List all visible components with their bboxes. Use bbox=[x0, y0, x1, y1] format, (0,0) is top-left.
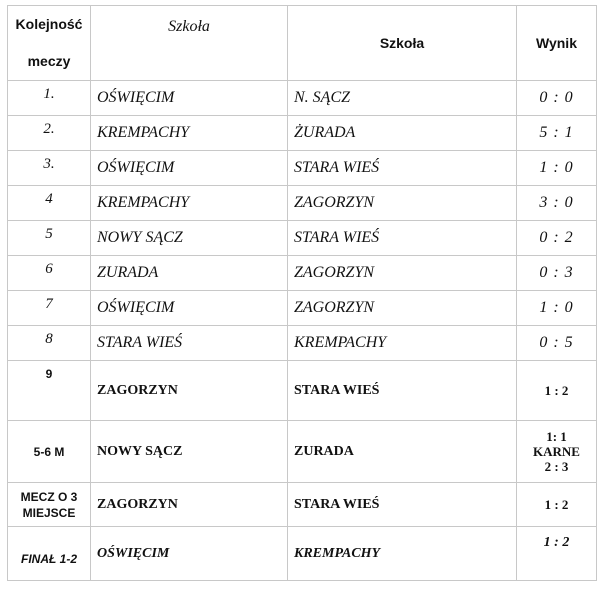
team-2: STARA WIEŚ bbox=[288, 221, 517, 256]
team-1: NOWY SĄCZ bbox=[91, 221, 288, 256]
match-result bbox=[517, 421, 597, 483]
table-row bbox=[8, 291, 597, 326]
match-number: FINAŁ 1-2 bbox=[8, 527, 91, 581]
header-school-2: Szkoła bbox=[288, 6, 517, 81]
match-result: 1 : 2 bbox=[517, 527, 597, 581]
match-number: 6 bbox=[8, 256, 91, 291]
match-number bbox=[8, 483, 91, 527]
table-row-final bbox=[8, 527, 597, 581]
team-1: ZAGORZYN bbox=[91, 361, 288, 421]
header-result: Wynik bbox=[517, 6, 597, 81]
match-number: 9 bbox=[8, 361, 91, 421]
team-1: OŚWIĘCIM bbox=[91, 151, 288, 186]
team-1: NOWY SĄCZ bbox=[91, 421, 288, 483]
team-2: STARA WIEŚ bbox=[288, 151, 517, 186]
header-row bbox=[8, 6, 597, 81]
team-1: KREMPACHY bbox=[91, 186, 288, 221]
table-row bbox=[8, 186, 597, 221]
table-row bbox=[8, 221, 597, 256]
match-number-line2: MIEJSCE bbox=[22, 505, 76, 520]
table-row-5-6-place bbox=[8, 421, 597, 483]
team-1: OŚWIĘCIM bbox=[91, 81, 288, 116]
match-number: 3. bbox=[8, 151, 91, 186]
team-2: ZAGORZYN bbox=[288, 256, 517, 291]
match-result: 0 : 2 bbox=[517, 221, 597, 256]
team-1: KREMPACHY bbox=[91, 116, 288, 151]
team-2: STARA WIEŚ bbox=[288, 483, 517, 527]
result-penalties-score: 2 : 3 bbox=[544, 459, 569, 474]
match-result: 0 : 3 bbox=[517, 256, 597, 291]
match-result: 1 : 0 bbox=[517, 151, 597, 186]
team-1: ZAGORZYN bbox=[91, 483, 288, 527]
header-match-order-line1: Kolejność bbox=[15, 16, 83, 32]
match-result: 0 : 0 bbox=[517, 81, 597, 116]
team-1: OŚWIĘCIM bbox=[91, 527, 288, 581]
match-result: 1 : 0 bbox=[517, 291, 597, 326]
match-number: 2. bbox=[8, 116, 91, 151]
match-number: 5-6 M bbox=[8, 421, 91, 483]
result-penalties-label: KARNE bbox=[533, 444, 580, 459]
match-number: 5 bbox=[8, 221, 91, 256]
table-row-3rd-place bbox=[8, 483, 597, 527]
match-number: 1. bbox=[8, 81, 91, 116]
team-2: ZAGORZYN bbox=[288, 291, 517, 326]
match-result: 3 : 0 bbox=[517, 186, 597, 221]
match-result: 1 : 2 bbox=[517, 361, 597, 421]
result-score: 1: 1 bbox=[546, 429, 567, 444]
header-match-order-line2: meczy bbox=[27, 53, 71, 69]
team-2: KREMPACHY bbox=[288, 527, 517, 581]
header-school-1: Szkoła bbox=[91, 6, 288, 81]
team-1: OŚWIĘCIM bbox=[91, 291, 288, 326]
table-row bbox=[8, 151, 597, 186]
results-table bbox=[7, 5, 597, 581]
match-result: 1 : 2 bbox=[517, 483, 597, 527]
match-result: 0 : 5 bbox=[517, 326, 597, 361]
team-2: ZAGORZYN bbox=[288, 186, 517, 221]
match-number: 4 bbox=[8, 186, 91, 221]
match-result: 5 : 1 bbox=[517, 116, 597, 151]
team-1: STARA WIEŚ bbox=[91, 326, 288, 361]
team-2: ŻURADA bbox=[288, 116, 517, 151]
team-2: N. SĄCZ bbox=[288, 81, 517, 116]
match-number: 8 bbox=[8, 326, 91, 361]
team-2: ZURADA bbox=[288, 421, 517, 483]
team-1: ZURADA bbox=[91, 256, 288, 291]
team-2: KREMPACHY bbox=[288, 326, 517, 361]
team-2: STARA WIEŚ bbox=[288, 361, 517, 421]
table-row bbox=[8, 326, 597, 361]
header-match-order bbox=[8, 6, 91, 81]
match-number-line1: MECZ O 3 bbox=[20, 489, 78, 504]
table-row-9 bbox=[8, 361, 597, 421]
table-row bbox=[8, 256, 597, 291]
match-number: 7 bbox=[8, 291, 91, 326]
table-row bbox=[8, 116, 597, 151]
table-row bbox=[8, 81, 597, 116]
